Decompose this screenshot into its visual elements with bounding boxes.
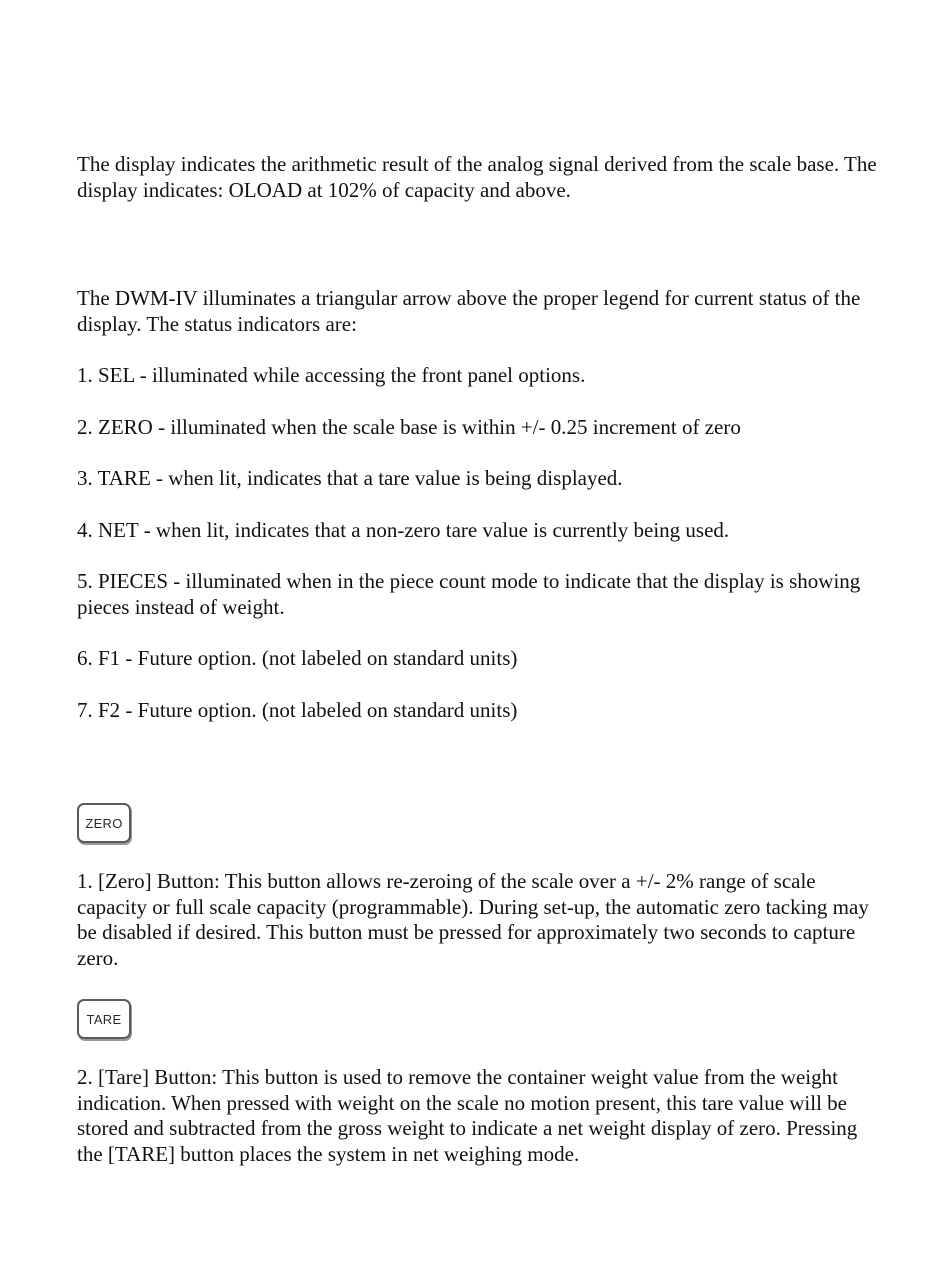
tare-key-icon: TARE	[77, 999, 131, 1039]
tare-button-description: 2. [Tare] Button: This button is used to remove the container weight value from the weight indication. When pressed with weight on the scale no motion present, this tare value will be stored and subtracted from the gross weight to indicate a net weight display of zero. Pressing the [TARE] button places the system in net weighing mode.	[77, 1065, 858, 1166]
status-item-tare: 3. TARE - when lit, indicates that a tare value is being displayed.	[77, 466, 623, 490]
status-indicators-intro: The DWM-IV illuminates a triangular arrow above the proper legend for current status of the display. The status indicators are:	[77, 286, 861, 336]
zero-key-image	[77, 803, 877, 843]
status-item-f1: 6. F1 - Future option. (not labeled on standard units)	[77, 646, 518, 670]
document-page	[77, 152, 877, 1167]
zero-key-icon: ZERO	[77, 803, 131, 843]
zero-button-description: 1. [Zero] Button: This button allows re-zeroing of the scale over a +/- 2% range of scale capacity or full scale capacity (programmable). During set-up, the automatic zero tacking may be disabled if desired. This button must be pressed for approximately two seconds to capture zero.	[77, 869, 869, 970]
status-item-zero: 2. ZERO - illuminated when the scale base is within +/- 0.25 increment of zero	[77, 414, 741, 439]
tare-key-image	[77, 999, 877, 1039]
display-description: The display indicates the arithmetic result of the analog signal derived from the scale base. The display indicates: OLOAD at 102% of capacity and above.	[77, 152, 877, 202]
status-item-f2: 7. F2 - Future option. (not labeled on standard units)	[77, 697, 518, 722]
status-item-sel: 1. SEL - illuminated while accessing the front panel options.	[77, 363, 586, 387]
status-item-pieces: 5. PIECES - illuminated when in the piece count mode to indicate that the display is showing pieces instead of weight.	[77, 569, 861, 619]
status-item-net: 4. NET - when lit, indicates that a non-zero tare value is currently being used.	[77, 517, 730, 542]
